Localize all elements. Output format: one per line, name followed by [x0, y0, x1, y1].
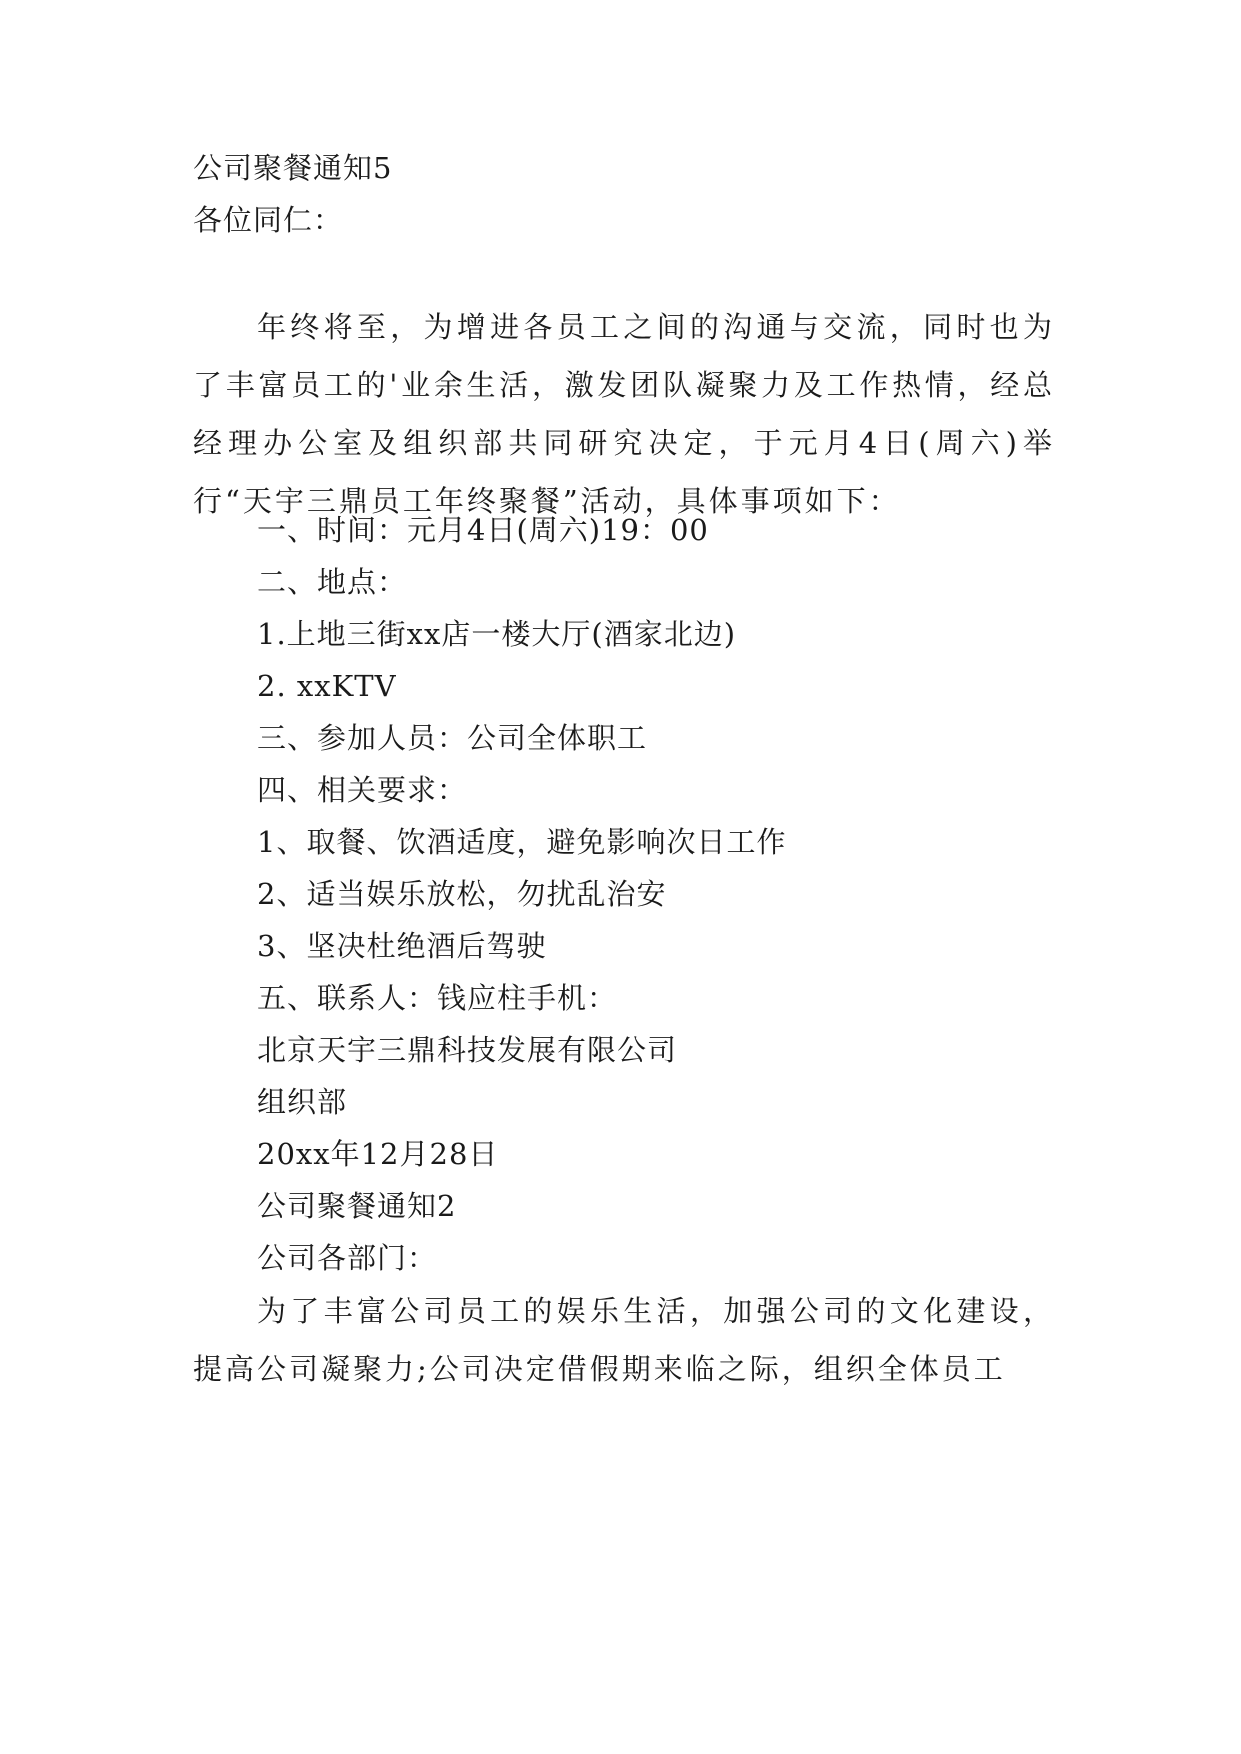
- salutation: 各位同仁：: [193, 203, 344, 237]
- item-participants: 三、参加人员：公司全体职工: [257, 721, 648, 755]
- signature-date: 20xx年12月28日: [257, 1137, 499, 1171]
- item-requirement-1: 1、取餐、饮酒适度，避免影响次日工作: [257, 825, 787, 859]
- second-notice-paragraph: 为了丰富公司员工的娱乐生活，加强公司的文化建设，提高公司凝聚力;公司决定借假期来临之际，组织全体员工: [193, 1294, 1055, 1386]
- item-location-2: 2. xxKTV: [257, 669, 397, 703]
- item-location-1: 1.上地三街xx店一楼大厅(酒家北边): [257, 617, 737, 651]
- signature-department: 组织部: [257, 1085, 348, 1119]
- signature-company: 北京天宇三鼎科技发展有限公司: [257, 1033, 678, 1067]
- item-requirement-2: 2、适当娱乐放松，勿扰乱治安: [257, 877, 667, 911]
- document-title: 公司聚餐通知5: [193, 151, 393, 185]
- second-notice-salutation: 公司各部门：: [257, 1241, 438, 1275]
- item-requirements-heading: 四、相关要求：: [257, 773, 468, 807]
- item-requirement-3: 3、坚决杜绝酒后驾驶: [257, 929, 547, 963]
- item-contact: 五、联系人：钱应柱手机：: [257, 981, 618, 1015]
- intro-paragraph: 年终将至，为增进各员工之间的沟通与交流，同时也为了丰富员工的'业余生活，激发团队凝聚力及工作热情，经总经理办公室及组织部共同研究决定，于元月4日(周六)举行“天宇三鼎员工年终聚餐”活动，具体事项如下：: [193, 310, 1055, 518]
- second-notice-title: 公司聚餐通知2: [257, 1189, 457, 1223]
- item-location-heading: 二、地点：: [257, 565, 408, 599]
- item-time: 一、时间：元月4日(周六)19：00: [257, 513, 709, 547]
